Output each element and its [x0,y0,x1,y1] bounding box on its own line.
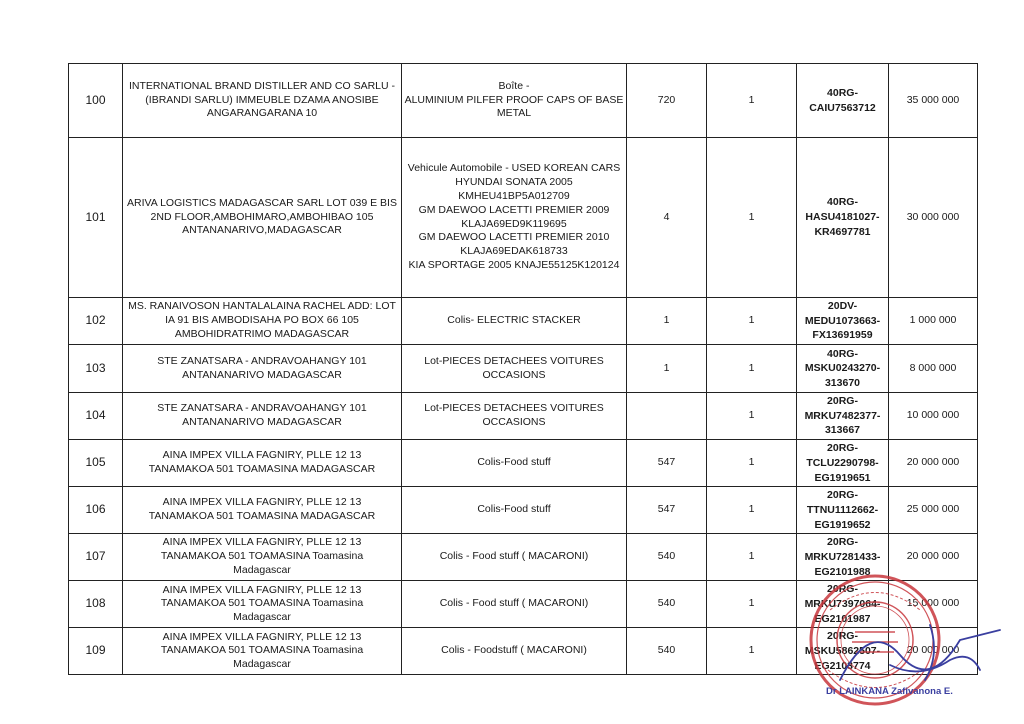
units-cell: 1 [707,628,797,675]
consignee-cell: AINA IMPEX VILLA FAGNIRY, PLLE 12 13 TANAMAKOA 501 TOAMASINA Toamasina Madagascar [123,534,402,581]
value-cell: 20 000 000 [889,440,978,487]
consignee-cell: ARIVA LOGISTICS MADAGASCAR SARL LOT 039 E BIS 2ND FLOOR,AMBOHIMARO,AMBOHIBAO 105 ANTANANARIVO,MADAGASCAR [123,138,402,298]
container-cell: 20RG- TCLU2290798- EG1919651 [797,440,889,487]
table-row [69,138,978,298]
units-cell: 1 [707,64,797,138]
goods-cell: Colis - Food stuff ( MACARONI) [402,534,627,581]
row-number: 108 [69,581,123,628]
units-cell: 1 [707,393,797,440]
value-cell: 8 000 000 [889,345,978,393]
goods-cell: Colis-Food stuff [402,440,627,487]
consignee-cell: AINA IMPEX VILLA FAGNIRY, PLLE 12 13 TANAMAKOA 501 TOAMASINA Toamasina Madagascar [123,628,402,675]
container-cell: 20DV- MEDU1073663- FX13691959 [797,298,889,345]
consignee-cell: AINA IMPEX VILLA FAGNIRY, PLLE 12 13 TANAMAKOA 501 TOAMASINA MADAGASCAR [123,487,402,534]
value-cell: 15 000 000 [889,581,978,628]
units-cell: 1 [707,298,797,345]
container-cell: 20RG- TTNU1112662- EG1919652 [797,487,889,534]
container-cell: 20RG- MSKU5862507- EG2103774 [797,628,889,675]
quantity-cell: 1 [627,298,707,345]
consignee-cell: INTERNATIONAL BRAND DISTILLER AND CO SARLU - (IBRANDI SARLU) IMMEUBLE DZAMA ANOSIBE ANGARANGARANA 10 [123,64,402,138]
container-cell: 20RG- MRKU7397064- EG2101987 [797,581,889,628]
container-cell: 20RG- MRKU7281433- EG2101988 [797,534,889,581]
quantity-cell: 547 [627,440,707,487]
goods-cell: Colis - Food stuff ( MACARONI) [402,581,627,628]
value-cell: 20 000 000 [889,534,978,581]
consignee-cell: AINA IMPEX VILLA FAGNIRY, PLLE 12 13 TANAMAKOA 501 TOAMASINA Toamasina Madagascar [123,581,402,628]
goods-cell: Lot-PIECES DETACHEES VOITURES OCCASIONS [402,393,627,440]
units-cell: 1 [707,487,797,534]
consignee-cell: AINA IMPEX VILLA FAGNIRY, PLLE 12 13 TANAMAKOA 501 TOAMASINA MADAGASCAR [123,440,402,487]
goods-cell: Boîte - ALUMINIUM PILFER PROOF CAPS OF BASE METAL [402,64,627,138]
units-cell: 1 [707,345,797,393]
goods-cell: Lot-PIECES DETACHEES VOITURES OCCASIONS [402,345,627,393]
table-row [69,534,978,581]
quantity-cell: 4 [627,138,707,298]
table-row [69,628,978,675]
row-number: 100 [69,64,123,138]
quantity-cell [627,393,707,440]
units-cell: 1 [707,138,797,298]
container-cell: 40RG- HASU4181027- KR4697781 [797,138,889,298]
units-cell: 1 [707,440,797,487]
row-number: 104 [69,393,123,440]
container-cell: 20RG- MRKU7482377- 313667 [797,393,889,440]
quantity-cell: 540 [627,581,707,628]
row-number: 102 [69,298,123,345]
row-number: 109 [69,628,123,675]
value-cell: 20 000 000 [889,628,978,675]
goods-cell: Colis-Food stuff [402,487,627,534]
value-cell: 25 000 000 [889,487,978,534]
value-cell: 1 000 000 [889,298,978,345]
row-number: 107 [69,534,123,581]
table-row [69,393,978,440]
consignee-cell: STE ZANATSARA - ANDRAVOAHANGY 101 ANTANANARIVO MADAGASCAR [123,345,402,393]
row-number: 101 [69,138,123,298]
quantity-cell: 720 [627,64,707,138]
value-cell: 10 000 000 [889,393,978,440]
container-cell: 40RG- MSKU0243270- 313670 [797,345,889,393]
consignee-cell: STE ZANATSARA - ANDRAVOAHANGY 101 ANTANANARIVO MADAGASCAR [123,393,402,440]
quantity-cell: 540 [627,534,707,581]
row-number: 106 [69,487,123,534]
quantity-cell: 540 [627,628,707,675]
quantity-cell: 1 [627,345,707,393]
shipment-table [68,63,978,675]
container-cell: 40RG- CAIU7563712 [797,64,889,138]
units-cell: 1 [707,581,797,628]
table-row [69,298,978,345]
table-row [69,64,978,138]
row-number: 105 [69,440,123,487]
table-row [69,581,978,628]
value-cell: 35 000 000 [889,64,978,138]
consignee-cell: MS. RANAIVOSON HANTALALAINA RACHEL ADD: LOT IA 91 BIS AMBODISAHA PO BOX 66 105 AMBOHIDRATRIMO MADAGASCAR [123,298,402,345]
goods-cell: Vehicule Automobile - USED KOREAN CARS HYUNDAI SONATA 2005 KMHEU41BP5A012709 GM DAEWOO LACETTI PREMIER 2009 KLAJA69ED9K119695 GM DAEWOO LACETTI PREMIER 2010 KLAJA69EDAK618733 KIA SPORTAGE 2005 KNAJE55125K120124 [402,138,627,298]
row-number: 103 [69,345,123,393]
units-cell: 1 [707,534,797,581]
goods-cell: Colis- ELECTRIC STACKER [402,298,627,345]
table-row [69,440,978,487]
quantity-cell: 547 [627,487,707,534]
signer-name: Dr LAINKANA Zafivanona E. [826,686,953,697]
table-row [69,345,978,393]
goods-cell: Colis - Foodstuff ( MACARONI) [402,628,627,675]
table-row [69,487,978,534]
value-cell: 30 000 000 [889,138,978,298]
